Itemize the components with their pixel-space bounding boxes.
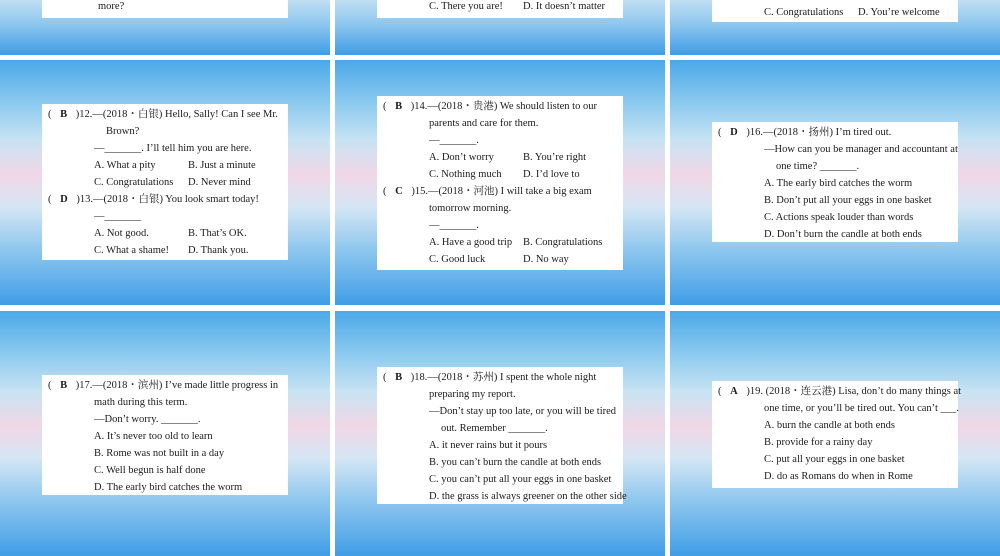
stem-line: more? xyxy=(98,1,125,12)
option-c: C. There you are! xyxy=(429,1,503,12)
options-row xyxy=(383,166,617,183)
option-c: C. Good luck xyxy=(429,254,486,265)
option-d: D. Don’t burn the candle at both ends xyxy=(764,229,922,240)
slide-top-left xyxy=(0,0,330,55)
answer-letter: D xyxy=(60,194,68,205)
stem-line: math during this term. xyxy=(94,397,188,408)
bracket: ) xyxy=(75,109,80,120)
option-d: D. Thank you. xyxy=(188,245,249,256)
stem-line: —_______. xyxy=(429,135,479,146)
option-a: A. It’s never too old to learn xyxy=(94,431,213,442)
option-b: B. Don’t put all your eggs in one basket xyxy=(764,195,932,206)
stem-text: 18.—(2018・苏州) I spent the whole night xyxy=(414,372,597,383)
options-row xyxy=(48,225,282,242)
stem-line: —Don’t worry. _______. xyxy=(94,414,201,425)
option-c: C. Congratulations xyxy=(94,177,174,188)
slide-top-right xyxy=(670,0,1000,55)
question-stem xyxy=(383,98,617,115)
stem-line: one time, or you’ll be tired out. You can’t ___. xyxy=(764,403,959,414)
option-d: D. You’re welcome xyxy=(858,7,940,18)
bracket: ( xyxy=(383,186,387,197)
slide-question-18 xyxy=(335,311,665,556)
question-stem xyxy=(48,377,282,394)
option-a: A. The early bird catches the worm xyxy=(764,178,913,189)
slide-question-16 xyxy=(670,60,1000,305)
option-d: D. No way xyxy=(523,254,569,265)
options-row xyxy=(383,0,617,15)
question-card xyxy=(377,0,623,18)
option-d: D. Never mind xyxy=(188,177,251,188)
option-a: A. What a pity xyxy=(94,160,156,171)
stem-text: 17.—(2018・滨州) I’ve made little progress in xyxy=(79,380,279,391)
option-c: C. Congratulations xyxy=(764,7,844,18)
stem-text: 19. (2018・连云港) Lisa, don’t do many things at xyxy=(749,386,962,397)
bracket: ) xyxy=(75,380,80,391)
answer-letter: B xyxy=(395,372,403,383)
bracket: ) xyxy=(411,186,415,197)
option-c: C. put all your eggs in one basket xyxy=(764,454,905,465)
bracket: ) xyxy=(410,101,415,112)
question-stem xyxy=(48,191,282,208)
stem-text: 15.—(2018・河池) I will take a big exam xyxy=(414,186,592,197)
stem-line: —How can you be manager and accountant at xyxy=(764,144,958,155)
answer-letter: D xyxy=(730,127,738,138)
options-row xyxy=(383,251,617,268)
question-13 xyxy=(48,191,282,259)
options-row xyxy=(48,174,282,191)
answer-letter: B xyxy=(60,109,68,120)
question-stem xyxy=(383,369,617,386)
question-card xyxy=(377,367,627,504)
question-15 xyxy=(383,183,617,268)
option-d: D. the grass is always greener on the other side xyxy=(429,491,627,502)
stem-line: —_______. xyxy=(429,220,479,231)
question-stem xyxy=(718,383,962,400)
bracket: ( xyxy=(48,109,52,120)
bracket: ( xyxy=(718,386,722,397)
options-row xyxy=(383,149,617,166)
option-a: A. burn the candle at both ends xyxy=(764,420,895,431)
stem-text: 13.—(2018・白银) You look smart today! xyxy=(79,194,259,205)
option-a: A. Have a good trip xyxy=(429,237,513,248)
stem-text: 12.—(2018・白银) Hello, Sally! Can I see Mr. xyxy=(79,109,278,120)
stem-line: preparing my report. xyxy=(429,389,516,400)
option-b: B. That’s OK. xyxy=(188,228,247,239)
bracket: ) xyxy=(746,386,750,397)
question-stem xyxy=(383,183,617,200)
option-b: B. you can’t burn the candle at both ends xyxy=(429,457,602,468)
option-d: D. It doesn’t matter xyxy=(523,1,606,12)
option-d: D. The early bird catches the worm xyxy=(94,482,243,493)
options-row xyxy=(718,0,952,21)
option-b: B. Just a minute xyxy=(188,160,256,171)
slide-questions-14-15 xyxy=(335,60,665,305)
option-a: A. it never rains but it pours xyxy=(429,440,548,451)
option-b: B. provide for a rainy day xyxy=(764,437,873,448)
option-c: C. Well begun is half done xyxy=(94,465,206,476)
slide-question-17 xyxy=(0,311,330,556)
answer-letter: C xyxy=(395,186,403,197)
question-19 xyxy=(718,383,962,485)
answer-letter: B xyxy=(395,101,403,112)
question-17 xyxy=(48,377,282,496)
question-card xyxy=(377,96,623,270)
option-c: C. Actions speak louder than words xyxy=(764,212,914,223)
question-card xyxy=(42,375,288,495)
question-stem xyxy=(48,106,282,123)
question-card xyxy=(42,104,288,260)
option-b: B. Congratulations xyxy=(523,237,603,248)
options-row xyxy=(48,242,282,259)
option-a: A. Don’t worry xyxy=(429,152,494,163)
bracket: ( xyxy=(48,194,52,205)
option-c: C. What a shame! xyxy=(94,245,170,256)
stem-line: —_______ xyxy=(94,211,142,222)
stem-line: tomorrow morning. xyxy=(429,203,512,214)
answer-letter: B xyxy=(60,380,68,391)
answer-letter: A xyxy=(730,386,738,397)
stem-text: 14.—(2018・贵港) We should listen to our xyxy=(414,101,597,112)
option-c: C. Nothing much xyxy=(429,169,502,180)
slide-question-19 xyxy=(670,311,1000,556)
bracket: ( xyxy=(48,380,52,391)
option-a: A. Not good. xyxy=(94,228,149,239)
options-row xyxy=(383,234,617,251)
slide-top-middle xyxy=(335,0,665,55)
question-card xyxy=(712,381,962,488)
option-d: D. I’d love to xyxy=(523,169,580,180)
question-stem xyxy=(718,124,952,141)
option-d: D. do as Romans do when in Rome xyxy=(764,471,913,482)
question-16 xyxy=(718,124,958,243)
question-12 xyxy=(48,106,282,191)
stem-text: 16.—(2018・扬州) I’m tired out. xyxy=(749,127,892,138)
options-row xyxy=(48,157,282,174)
stem-line: out. Remember _______. xyxy=(441,423,548,434)
question-card xyxy=(42,0,288,18)
bracket: ) xyxy=(746,127,750,138)
question-14 xyxy=(383,98,617,183)
bracket: ( xyxy=(718,127,722,138)
stem-line: Brown? xyxy=(106,126,140,137)
question-18 xyxy=(383,369,627,505)
stem-line: one time? _______. xyxy=(776,161,860,172)
question-card xyxy=(712,122,958,242)
question-card xyxy=(712,0,958,22)
option-b: B. Rome was not built in a day xyxy=(94,448,225,459)
bracket: ) xyxy=(76,194,80,205)
stem-line: parents and care for them. xyxy=(429,118,539,129)
bracket: ) xyxy=(410,372,415,383)
bracket: ( xyxy=(383,101,387,112)
option-b: B. You’re right xyxy=(523,152,587,163)
slide-questions-12-13 xyxy=(0,60,330,305)
stem-line: —Don’t stay up too late, or you will be tired xyxy=(429,406,617,417)
bracket: ( xyxy=(383,372,387,383)
stem-line: —_______. I’ll tell him you are here. xyxy=(94,143,252,154)
option-c: C. you can’t put all your eggs in one basket xyxy=(429,474,612,485)
